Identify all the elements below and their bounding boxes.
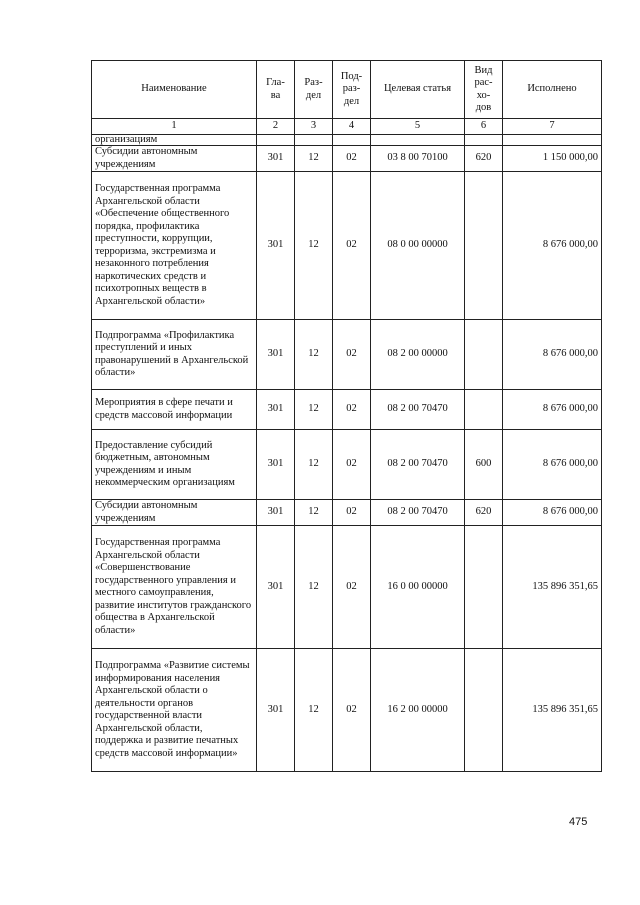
razdel-cell: 12 — [295, 172, 333, 320]
table-row — [92, 500, 602, 526]
statya-cell: 16 2 00 00000 — [371, 649, 465, 772]
vid-cell: 620 — [465, 500, 503, 526]
amount-header: Исполнено — [503, 61, 602, 119]
amount-cell: 1 150 000,00 — [503, 146, 602, 172]
statya-cell: 08 2 00 70470 — [371, 430, 465, 500]
column-number: 7 — [503, 119, 602, 135]
glava-cell: 301 — [257, 649, 295, 772]
name-cell: Подпрограмма «Развитие системы информирования населения Архангельской области о деятельности органов государственной власти Архангельской области, поддержка и развитие печатных средств массовой информации» — [92, 649, 257, 772]
table-row — [92, 146, 602, 172]
vid-cell — [465, 390, 503, 430]
name-cell: Мероприятия в сфере печати и средств массовой информации — [92, 390, 257, 430]
table-row — [92, 430, 602, 500]
statya-header: Целевая статья — [371, 61, 465, 119]
vid-header: Вид рас- хо- дов — [465, 61, 503, 119]
podrazdel-cell: 02 — [333, 649, 371, 772]
glava-cell: 301 — [257, 430, 295, 500]
amount-cell — [503, 135, 602, 146]
column-number: 3 — [295, 119, 333, 135]
glava-cell: 301 — [257, 320, 295, 390]
table-row — [92, 390, 602, 430]
podrazdel-cell: 02 — [333, 430, 371, 500]
glava-cell: 301 — [257, 390, 295, 430]
razdel-cell: 12 — [295, 430, 333, 500]
table-row — [92, 320, 602, 390]
razdel-cell: 12 — [295, 320, 333, 390]
vid-cell — [465, 135, 503, 146]
razdel-cell: 12 — [295, 500, 333, 526]
column-number: 5 — [371, 119, 465, 135]
podrazdel-header: Под- раз- дел — [333, 61, 371, 119]
razdel-cell: 12 — [295, 649, 333, 772]
vid-cell — [465, 649, 503, 772]
glava-cell: 301 — [257, 172, 295, 320]
statya-cell: 08 2 00 00000 — [371, 320, 465, 390]
name-cell: Субсидии автономным учреждениям — [92, 500, 257, 526]
name-cell: Государственная программа Архангельской области «Совершенствование государственного управления и местного самоуправления, развитие институтов гражданского общества в Архангельской области» — [92, 526, 257, 649]
amount-cell: 135 896 351,65 — [503, 526, 602, 649]
vid-cell: 600 — [465, 430, 503, 500]
table-body — [92, 135, 602, 772]
table-row — [92, 172, 602, 320]
glava-header: Гла- ва — [257, 61, 295, 119]
header-row — [92, 61, 602, 119]
podrazdel-cell: 02 — [333, 390, 371, 430]
podrazdel-cell: 02 — [333, 526, 371, 649]
vid-cell — [465, 526, 503, 649]
table-row — [92, 526, 602, 649]
glava-cell: 301 — [257, 146, 295, 172]
name-cell: Государственная программа Архангельской области «Обеспечение общественного порядка, профилактика преступности, коррупции, терроризма, экстремизма и незаконного потребления наркотических средств и психотропных веществ в Архангельской области» — [92, 172, 257, 320]
amount-cell: 135 896 351,65 — [503, 649, 602, 772]
amount-cell: 8 676 000,00 — [503, 320, 602, 390]
name-cell: организациям — [92, 135, 257, 146]
razdel-cell — [295, 135, 333, 146]
podrazdel-cell: 02 — [333, 320, 371, 390]
glava-cell: 301 — [257, 500, 295, 526]
name-header: Наименование — [92, 61, 257, 119]
name-cell: Предоставление субсидий бюджетным, автономным учреждениям и иным некоммерческим организациям — [92, 430, 257, 500]
column-number: 1 — [92, 119, 257, 135]
vid-cell — [465, 320, 503, 390]
razdel-cell: 12 — [295, 390, 333, 430]
glava-cell: 301 — [257, 526, 295, 649]
glava-cell — [257, 135, 295, 146]
podrazdel-cell — [333, 135, 371, 146]
column-number: 6 — [465, 119, 503, 135]
amount-cell: 8 676 000,00 — [503, 390, 602, 430]
column-number: 4 — [333, 119, 371, 135]
statya-cell — [371, 135, 465, 146]
vid-cell — [465, 172, 503, 320]
column-number-row — [92, 119, 602, 135]
budget-execution-table — [91, 60, 602, 772]
statya-cell: 08 2 00 70470 — [371, 390, 465, 430]
table-row — [92, 135, 602, 146]
amount-cell: 8 676 000,00 — [503, 500, 602, 526]
statya-cell: 08 0 00 00000 — [371, 172, 465, 320]
razdel-cell: 12 — [295, 146, 333, 172]
podrazdel-cell: 02 — [333, 500, 371, 526]
razdel-header: Раз- дел — [295, 61, 333, 119]
page-number: 475 — [569, 816, 588, 828]
name-cell: Субсидии автономным учреждениям — [92, 146, 257, 172]
amount-cell: 8 676 000,00 — [503, 430, 602, 500]
podrazdel-cell: 02 — [333, 146, 371, 172]
statya-cell: 16 0 00 00000 — [371, 526, 465, 649]
column-number: 2 — [257, 119, 295, 135]
statya-cell: 08 2 00 70470 — [371, 500, 465, 526]
podrazdel-cell: 02 — [333, 172, 371, 320]
razdel-cell: 12 — [295, 526, 333, 649]
name-cell: Подпрограмма «Профилактика преступлений и иных правонарушений в Архангельской области» — [92, 320, 257, 390]
table-row — [92, 649, 602, 772]
statya-cell: 03 8 00 70100 — [371, 146, 465, 172]
vid-cell: 620 — [465, 146, 503, 172]
amount-cell: 8 676 000,00 — [503, 172, 602, 320]
